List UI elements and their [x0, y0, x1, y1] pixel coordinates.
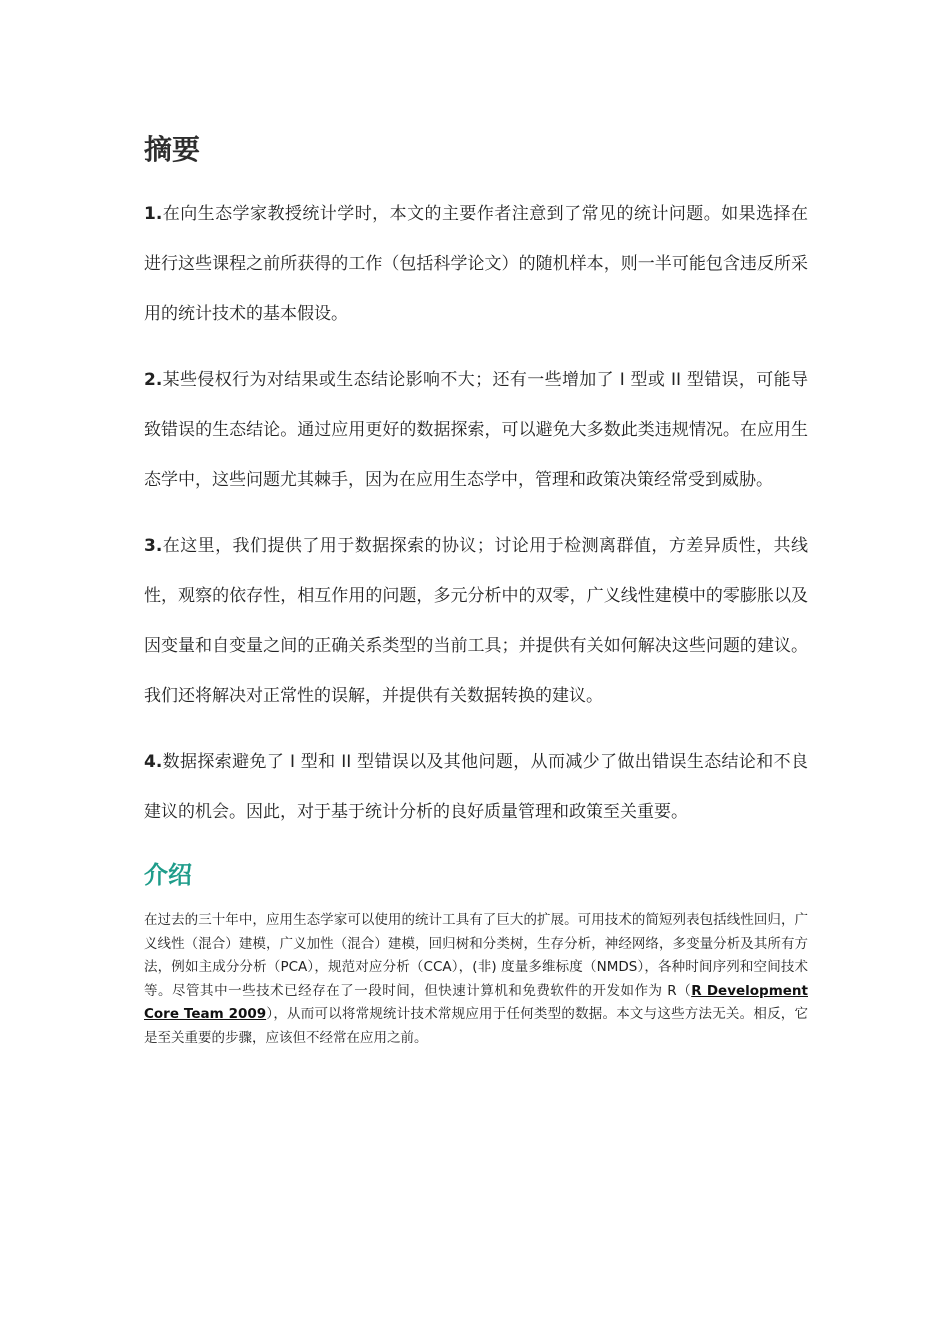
abstract-item-text: 某些侵权行为对结果或生态结论影响不大；还有一些增加了 I 型或 II 型错误，可能导致错误的生态结论。通过应用更好的数据探索，可以避免大多数此类违规情况。在应用生态学中，这些问题尤其棘手，因为在应用生态学中，管理和政策决策经常受到威胁。 — [144, 370, 808, 490]
abstract-item-1 — [144, 189, 808, 339]
abstract-heading: 摘要 — [144, 133, 201, 166]
abstract-item-2 — [144, 355, 808, 505]
abstract-item-text: 数据探索避免了 I 型和 II 型错误以及其他问题，从而减少了做出错误生态结论和不良建议的机会。因此，对于基于统计分析的良好质量管理和政策至关重要。 — [144, 752, 808, 822]
abstract-item-text: 在向生态学家教授统计学时，本文的主要作者注意到了常见的统计问题。如果选择在进行这些课程之前所获得的工作（包括科学论文）的随机样本，则一半可能包含违反所采用的统计技术的基本假设。 — [144, 204, 808, 324]
abstract-item-4 — [144, 737, 808, 837]
citation-link[interactable]: R Development Core Team 2009 — [144, 982, 808, 1022]
abstract-item-number: 4. — [144, 752, 163, 772]
intro-paragraph — [144, 909, 808, 1050]
abstract-item-text: 在这里，我们提供了用于数据探索的协议；讨论用于检测离群值，方差异质性，共线性，观察的依存性，相互作用的问题，多元分析中的双零，广义线性建模中的零膨胀以及因变量和自变量之间的正确关系类型的当前工具；并提供有关如何解决这些问题的建议。我们还将解决对正常性的误解，并提供有关数据转换的建议。 — [144, 536, 808, 706]
abstract-item-number: 2. — [144, 370, 163, 390]
abstract-list — [144, 189, 808, 837]
abstract-item-number: 3. — [144, 536, 163, 556]
article-body — [144, 128, 808, 1050]
intro-text-after: ），从而可以将常规统计技术常规应用于任何类型的数据。本文与这些方法无关。相反，它是至关重要的步骤，应该但不经常在应用之前。 — [144, 1006, 809, 1046]
intro-text-before: 在过去的三十年中，应用生态学家可以使用的统计工具有了巨大的扩展。可用技术的简短列表包括线性回归，广义线性（混合）建模，广义加性（混合）建模，回归树和分类树，生存分析，神经网络，多变量分析及其所有方法，例如主成分分析（PCA），规范对应分析（CCA），(非) 度量多维标度（NMDS），各种时间序列和空间技术等。尽管其中一些技术已经存在了一段时间，但快速计算机和免费软件的开发如作为 R（ — [144, 912, 808, 999]
abstract-item-number: 1. — [144, 204, 163, 224]
abstract-item-3 — [144, 521, 808, 721]
intro-heading: 介绍 — [144, 861, 192, 889]
